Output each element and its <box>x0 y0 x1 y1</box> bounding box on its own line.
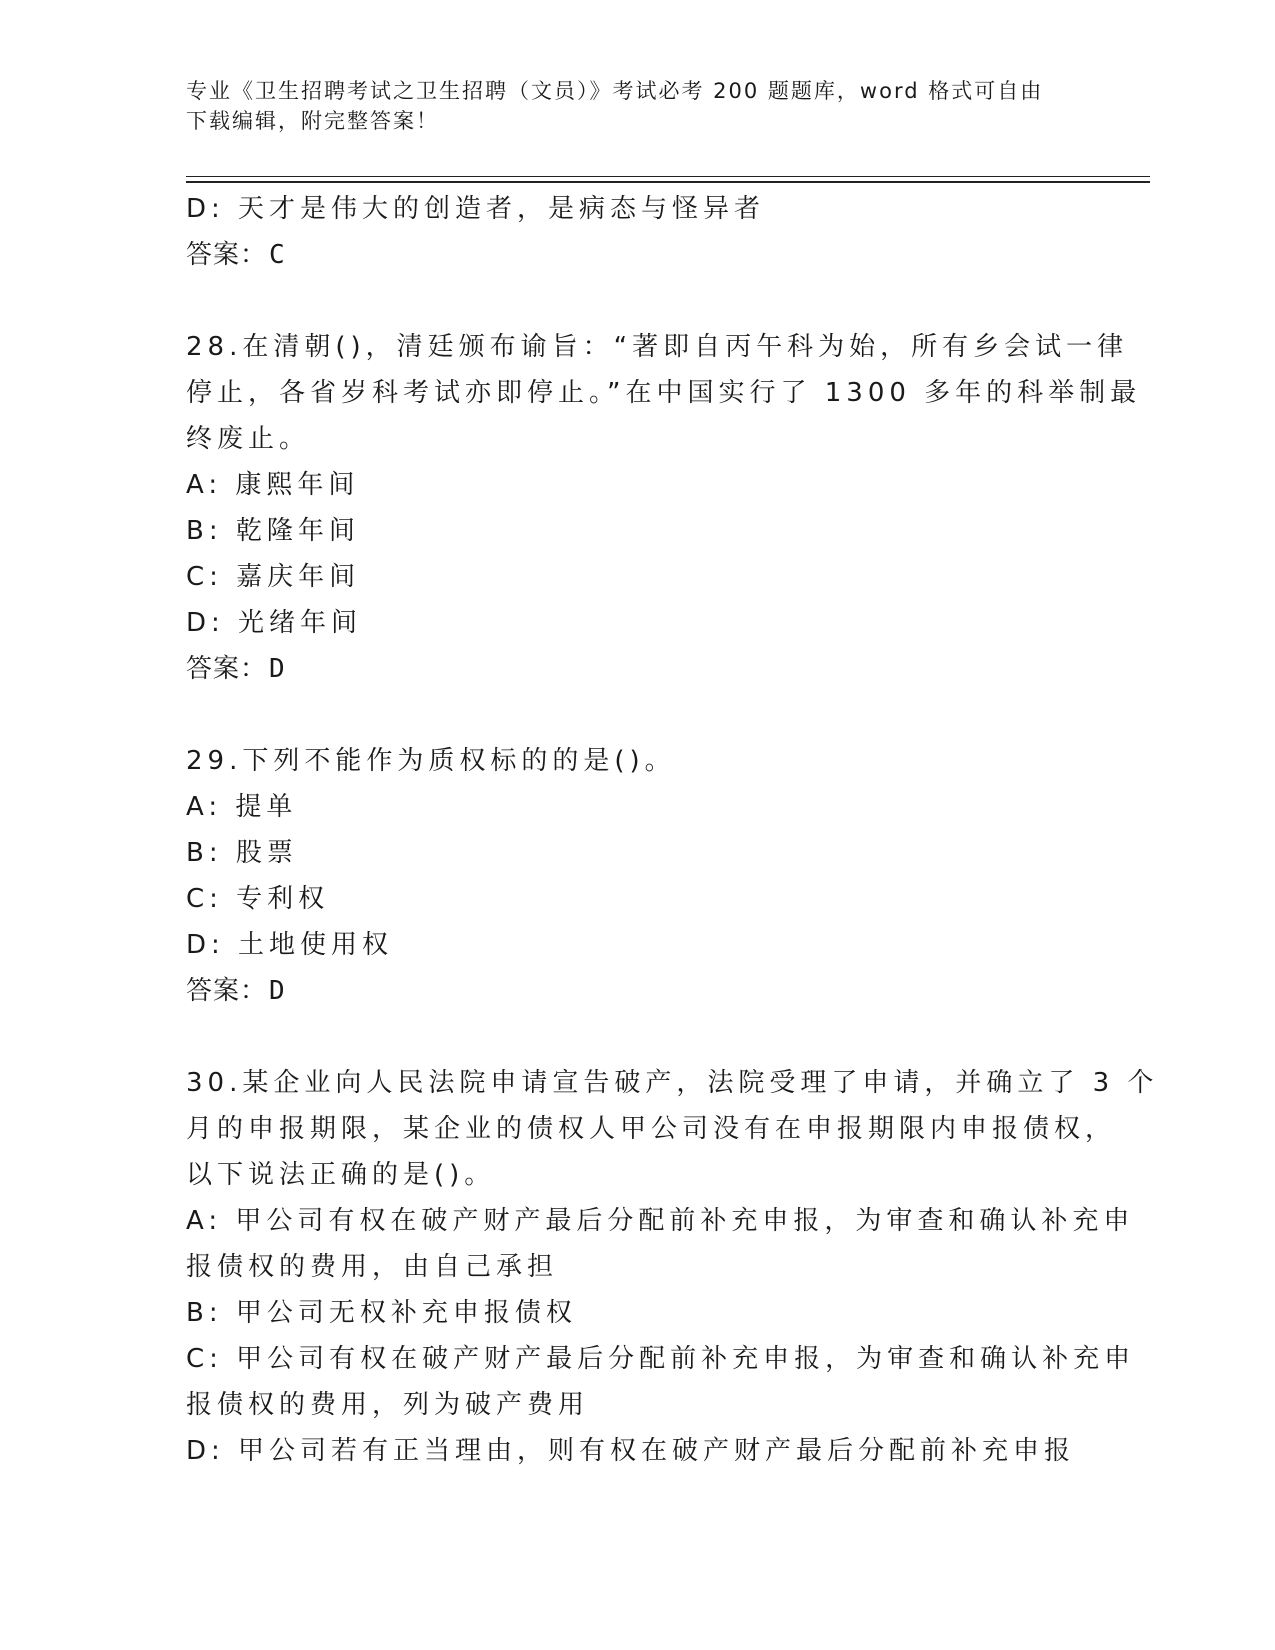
header-rule-thin <box>186 176 1150 177</box>
question-28 <box>186 324 1142 692</box>
question-text-line: 28.在清朝()，清廷颁布谕旨：“著即自丙午科为始，所有乡会试一律 <box>186 332 1129 362</box>
option-c: C: 嘉庆年间 <box>186 562 361 592</box>
spacer <box>186 1014 1066 1060</box>
question-number: 29. <box>186 746 243 776</box>
question-text-line: 30.某企业向人民法院申请宣告破产，法院受理了申请，并确立了 3 个 <box>186 1068 1159 1098</box>
option-d: D: 土地使用权 <box>186 930 394 960</box>
spacer <box>186 692 1066 738</box>
question-30 <box>186 1060 1159 1474</box>
option-a: A: 康熙年间 <box>186 470 360 500</box>
question-29 <box>186 738 1066 1014</box>
question-number: 30. <box>186 1068 243 1098</box>
question-text-line: 以下说法正确的是()。 <box>186 1160 496 1190</box>
document-body <box>186 186 1159 1474</box>
answer-value: D <box>269 654 286 684</box>
answer-line <box>186 968 1066 1014</box>
question-text-line: 停止，各省岁科考试亦即停止。”在中国实行了 1300 多年的科举制最 <box>186 378 1142 408</box>
option-c: C: 专利权 <box>186 884 330 914</box>
answer-value: C <box>269 240 286 270</box>
option-d: D: 光绪年间 <box>186 608 363 638</box>
option-d: D: 甲公司若有正当理由，则有权在破产财产最后分配前补充申报 <box>186 1436 1076 1466</box>
answer-label: 答案： <box>186 240 268 270</box>
answer-line <box>186 646 1066 692</box>
question-text-line: 终废止。 <box>186 424 311 454</box>
option-b: B: 乾隆年间 <box>186 516 360 546</box>
option-d: D: 天才是伟大的创造者，是病态与怪异者 <box>186 194 766 224</box>
option-a: A: 甲公司有权在破产财产最后分配前补充申报，为审查和确认补充申 <box>186 1206 1135 1236</box>
spacer <box>186 278 1066 324</box>
option-a: A: 提单 <box>186 792 298 822</box>
question-text-line: 月的申报期限，某企业的债权人甲公司没有在申报期限内申报债权， <box>186 1114 1117 1144</box>
answer-label: 答案： <box>186 976 268 1006</box>
answer-label: 答案： <box>186 654 268 684</box>
answer-line <box>186 232 1066 278</box>
document-header: 专业《卫生招聘考试之卫生招聘（文员）》考试必考 200 题题库，word 格式可自由下载编辑，附完整答案！ <box>186 79 1044 133</box>
header-rule-thick <box>186 181 1150 183</box>
option-c-continued: 报债权的费用，列为破产费用 <box>186 1390 590 1420</box>
option-b: B: 甲公司无权补充申报债权 <box>186 1298 577 1328</box>
answer-value: D <box>269 976 286 1006</box>
question-number: 28. <box>186 332 243 362</box>
option-b: B: 股票 <box>186 838 298 868</box>
option-c: C: 甲公司有权在破产财产最后分配前补充申报，为审查和确认补充申 <box>186 1344 1136 1374</box>
question-text-line: 29.下列不能作为质权标的的是()。 <box>186 746 676 776</box>
option-a-continued: 报债权的费用，由自己承担 <box>186 1252 559 1282</box>
